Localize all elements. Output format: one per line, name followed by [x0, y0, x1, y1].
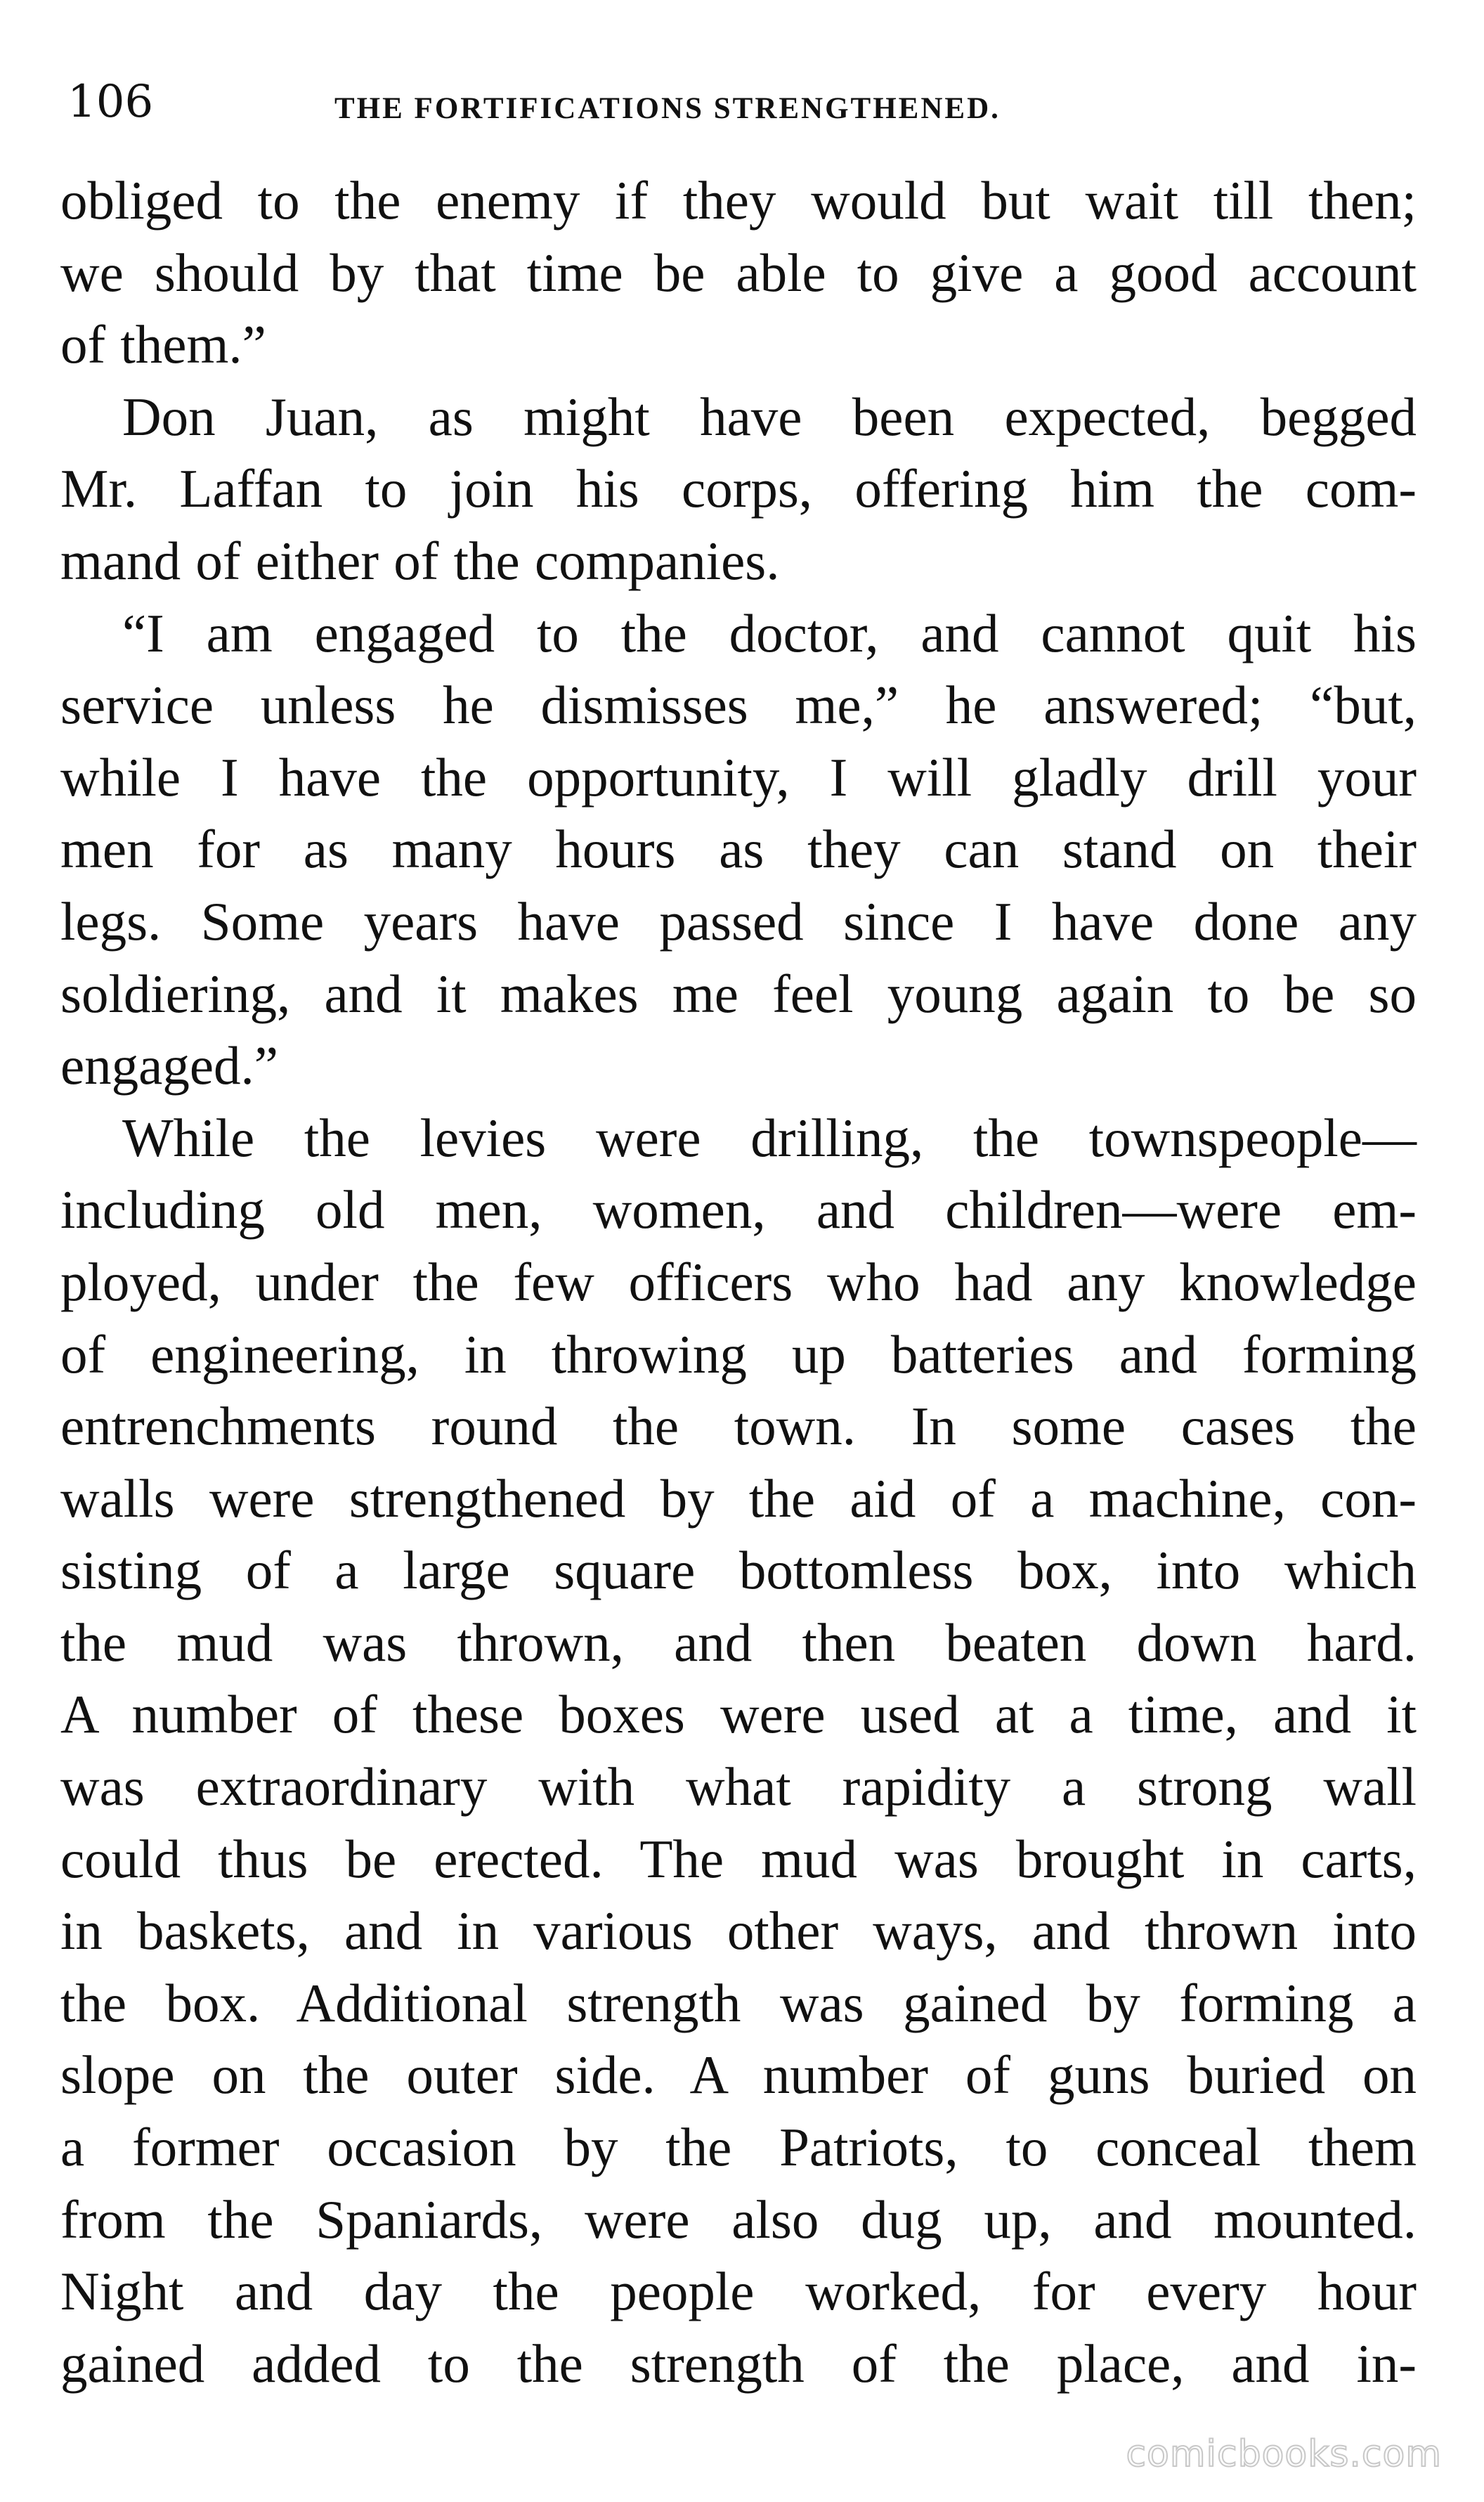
- book-page: [60, 70, 1417, 2399]
- text-line: Night and day the people worked, for every hour: [60, 2261, 1417, 2322]
- text-line: of them.”: [60, 314, 266, 375]
- text-line: “I am engaged to the doctor, and cannot quit his: [122, 602, 1417, 663]
- text-line: the box. Additional strength was gained by forming a: [60, 1972, 1417, 2033]
- text-line: walls were strengthened by the aid of a machine, con-: [60, 1467, 1417, 1529]
- page-number: 106: [67, 76, 154, 128]
- watermark-logo: comicbooks.com: [1126, 2433, 1442, 2475]
- text-line: from the Spaniards, were also dug up, and mounted.: [60, 2189, 1417, 2250]
- text-line: mand of either of the companies.: [60, 530, 780, 591]
- text-line: including old men, women, and children—were em-: [60, 1179, 1417, 1240]
- text-line: engaged.”: [60, 1035, 278, 1096]
- text-line: A number of these boxes were used at a time, and it: [60, 1684, 1417, 1745]
- text-line: obliged to the enemy if they would but wait till then;: [60, 170, 1417, 231]
- text-line: while I have the opportunity, I will gladly drill your: [60, 746, 1417, 808]
- text-line: entrenchments round the town. In some cases the: [60, 1396, 1417, 1457]
- text-line: Mr. Laffan to join his corps, offering him the com-: [60, 458, 1417, 519]
- text-line: we should by that time be able to give a good account: [60, 242, 1417, 303]
- text-line: was extraordinary with what rapidity a strong wall: [60, 1756, 1417, 1817]
- running-head: [60, 70, 1417, 134]
- text-line: sisting of a large square bottomless box, into which: [60, 1540, 1417, 1601]
- body-text: [60, 164, 1417, 2399]
- text-line: gained added to the strength of the place, and in-: [60, 2333, 1417, 2394]
- text-line: the mud was thrown, and then beaten down hard.: [60, 1612, 1417, 1673]
- chapter-header-title: THE FORTIFICATIONS STRENGTHENED.: [334, 92, 1001, 125]
- text-line: Don Juan, as might have been expected, begged: [122, 386, 1417, 447]
- text-line: soldiering, and it makes me feel young again to be so: [60, 963, 1417, 1024]
- text-line: men for as many hours as they can stand on their: [60, 819, 1417, 880]
- text-line: slope on the outer side. A number of guns buried on: [60, 2044, 1417, 2106]
- text-line: in baskets, and in various other ways, and thrown into: [60, 1900, 1417, 1962]
- text-line: ployed, under the few officers who had any knowledge: [60, 1251, 1417, 1312]
- text-line: legs. Some years have passed since I have done any: [60, 890, 1417, 952]
- text-line: of engineering, in throwing up batteries and forming: [60, 1323, 1417, 1385]
- text-line: could thus be erected. The mud was brought in carts,: [60, 1828, 1417, 1889]
- text-line: a former occasion by the Patriots, to conceal them: [60, 2117, 1417, 2178]
- text-line: service unless he dismisses me,” he answered; “but,: [60, 675, 1417, 736]
- text-line: While the levies were drilling, the townspeople—: [122, 1107, 1417, 1168]
